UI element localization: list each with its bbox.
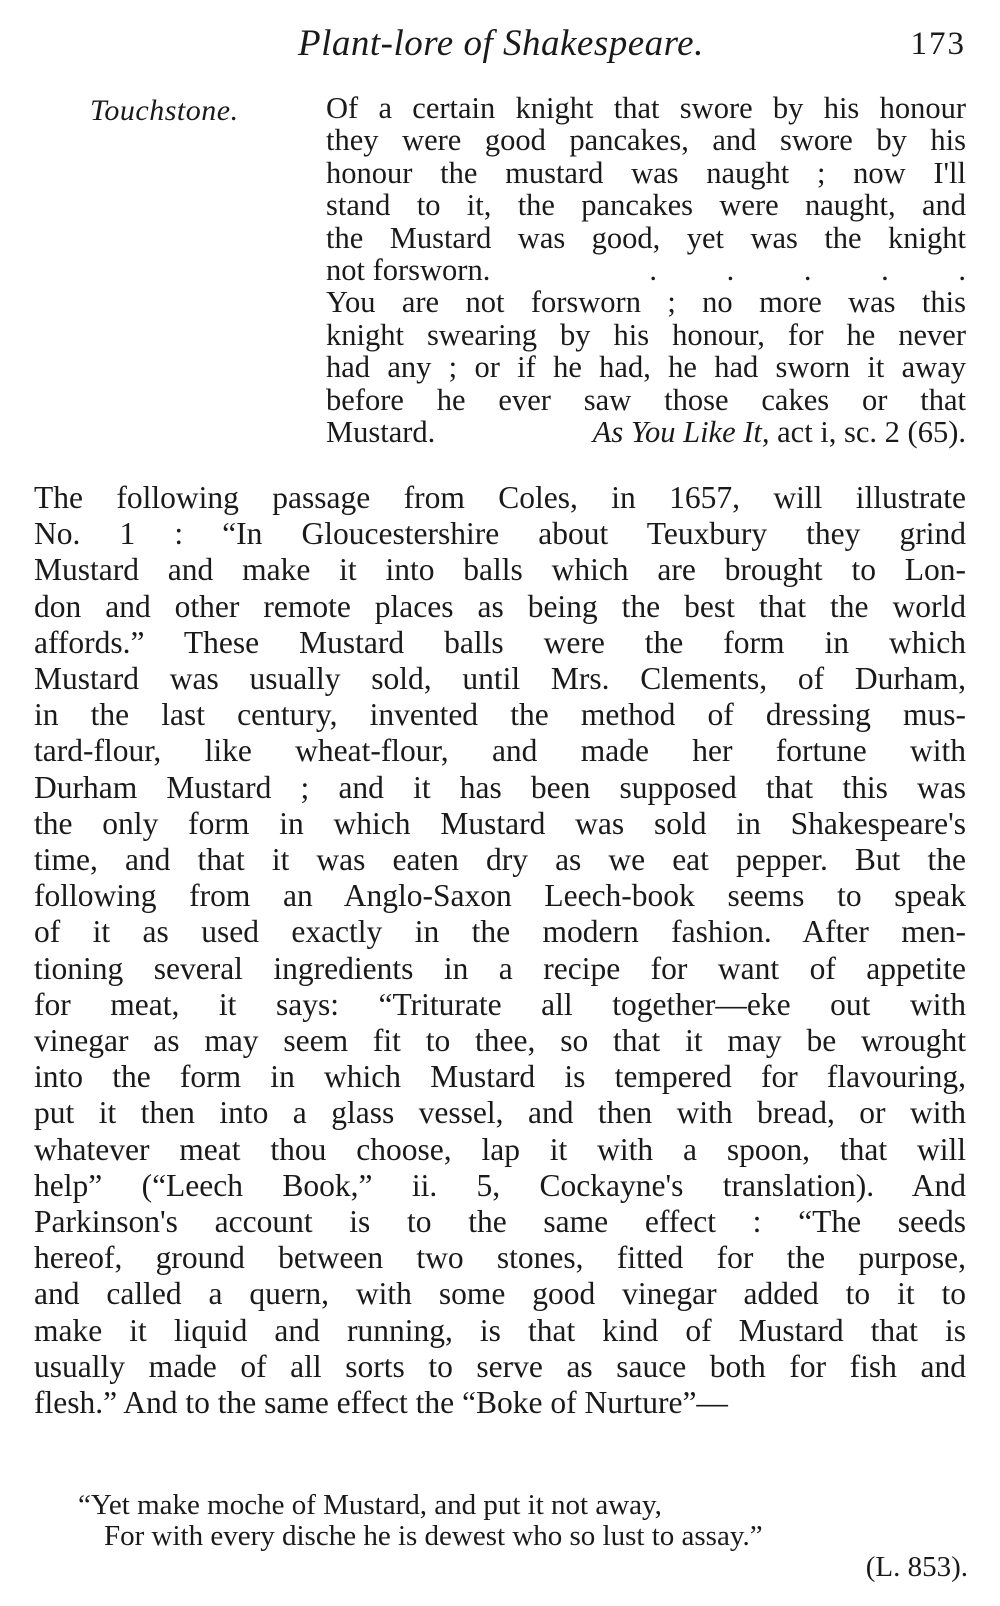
poem-line: “Yet make moche of Mustard, and put it not away, bbox=[78, 1489, 662, 1521]
act-scene-reference: act i, sc. 2 (65). bbox=[777, 415, 966, 450]
body-line: flesh.” And to the same effect the “Boke of Nurture”— bbox=[34, 1385, 728, 1421]
body-line: The following passage from Coles, in 1657, will illustrate bbox=[34, 480, 966, 515]
speech-citation-line bbox=[326, 416, 966, 448]
speech-line: had any ; or if he had, he had sworn it away bbox=[326, 350, 966, 385]
speech-line: honour the mustard was naught ; now I'll bbox=[326, 155, 966, 190]
play-citation bbox=[593, 416, 966, 448]
body-paragraph bbox=[34, 480, 966, 1421]
body-line: vinegar as may seem fit to thee, so that it may be wrought bbox=[34, 1023, 966, 1059]
body-line: time, and that it was eaten dry as we eat pepper. But the bbox=[34, 842, 966, 878]
speech-line: before he ever saw those cakes or that bbox=[326, 382, 966, 417]
quoted-poem bbox=[78, 1490, 968, 1583]
speech-line-with-ellipsis bbox=[326, 254, 966, 286]
speaker-name: Touchstone. bbox=[90, 94, 239, 127]
running-head bbox=[0, 22, 1000, 72]
body-line: affords.” These Mustard balls were the form in which bbox=[34, 624, 966, 660]
body-line: hereof, ground between two stones, fitted for the purpose, bbox=[34, 1240, 966, 1276]
speech-verse bbox=[326, 92, 966, 448]
body-line: don and other remote places as being the best that the world bbox=[34, 588, 966, 624]
play-title: As You Like It, bbox=[592, 415, 770, 450]
body-line: the only form in which Mustard was sold in Shakespeare's bbox=[34, 805, 966, 841]
speech-line: they were good pancakes, and swore by his bbox=[326, 123, 966, 158]
speech-line: not forsworn. bbox=[326, 253, 491, 288]
speech-line: the Mustard was good, yet was the knight bbox=[326, 220, 966, 255]
speech-line: stand to it, the pancakes were naught, and bbox=[326, 188, 966, 223]
body-line: in the last century, invented the method of dressing mus- bbox=[34, 697, 966, 733]
body-line: whatever meat thou choose, lap it with a spoon, that will bbox=[34, 1131, 966, 1167]
body-line: into the form in which Mustard is tempered for flavouring, bbox=[34, 1059, 966, 1095]
body-line: make it liquid and running, is that kind of Mustard that is bbox=[34, 1312, 966, 1348]
page-number: 173 bbox=[910, 26, 966, 62]
body-line: and called a quern, with some good vinegar added to it to bbox=[34, 1276, 966, 1312]
running-title: Plant-lore of Shakespeare. bbox=[298, 23, 704, 64]
body-line: of it as used exactly in the modern fashion. After men- bbox=[34, 914, 966, 950]
body-line: usually made of all sorts to serve as sauce both for fish and bbox=[34, 1348, 966, 1384]
body-line: Mustard was usually sold, until Mrs. Clements, of Durham, bbox=[34, 661, 966, 697]
body-line: Parkinson's account is to the same effect : “The seeds bbox=[34, 1204, 966, 1240]
body-line: help” (“Leech Book,” ii. 5, Cockayne's translation). And bbox=[34, 1167, 966, 1203]
ellipsis: . . . . . bbox=[649, 253, 966, 288]
body-line: put it then into a glass vessel, and then with bread, or with bbox=[34, 1095, 966, 1131]
body-line: following from an Anglo-Saxon Leech-book seems to speak bbox=[34, 878, 966, 914]
speech-line: Of a certain knight that swore by his honour bbox=[326, 91, 966, 125]
body-line: tioning several ingredients in a recipe for want of appetite bbox=[34, 950, 966, 986]
body-line: tard-flour, like wheat-flour, and made her fortune with bbox=[34, 733, 966, 769]
body-line: Mustard and make it into balls which are brought to Lon- bbox=[34, 552, 966, 588]
poem-line-reference: (L. 853). bbox=[865, 1551, 968, 1583]
speech-line: Mustard. bbox=[326, 415, 436, 450]
poem-line: For with every dische he is dewest who so lust to assay.” bbox=[104, 1520, 763, 1552]
body-line: Durham Mustard ; and it has been supposed that this was bbox=[34, 769, 966, 805]
body-line: for meat, it says: “Triturate all together—eke out with bbox=[34, 986, 966, 1022]
body-line: No. 1 : “In Gloucestershire about Teuxbury they grind bbox=[34, 516, 966, 552]
speech-line: knight swearing by his honour, for he never bbox=[326, 317, 966, 352]
speech-line: You are not forsworn ; no more was this bbox=[326, 285, 966, 320]
